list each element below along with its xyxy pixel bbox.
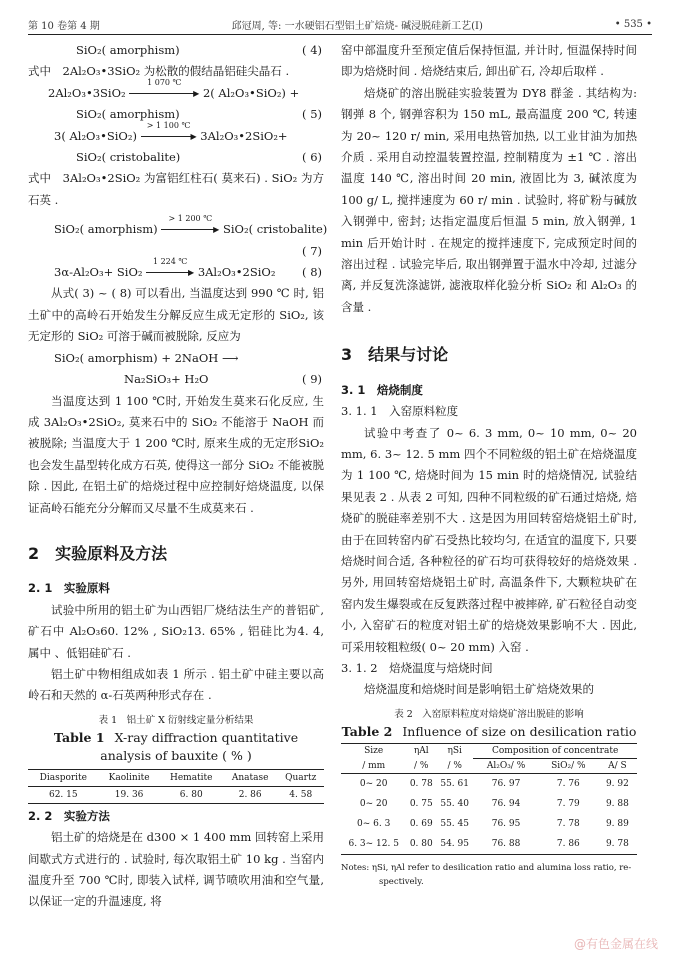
paragraph: 式中 2Al₂O₃•3SiO₂ 为松散的假结晶铝硅尖晶石 .: [28, 64, 290, 79]
paragraph: 焙烧温度和焙烧时间是影响铝土矿焙烧效果的: [364, 682, 594, 697]
column-unit: / %: [436, 758, 473, 773]
equation-text: SiO₂( cristobalite): [76, 150, 181, 165]
equation-number: ( 6): [302, 150, 322, 165]
reaction-arrow-icon: > 1 100 ℃ ▶: [141, 130, 197, 144]
section-heading: 2 实验原料及方法: [28, 543, 168, 563]
paragraph: 试验中所用的铝土矿为山西铝厂烧结法生产的普铝矿, 矿石中 Al₂O₃60. 12% , SiO₂13. 65% , 铝硅比为4. 4, 属中 、低铝硅矿石 .: [28, 602, 324, 660]
table-2-grid: [341, 743, 637, 855]
equation-rhs: 3Al₂O₃•2SiO₂: [197, 265, 276, 280]
table-caption-cn: 表 1 铝土矿 X 衍射线定量分析结果: [98, 714, 254, 726]
column-unit: / %: [406, 758, 436, 773]
table-cell: 55. 45: [440, 818, 469, 829]
table-cell: 7. 76: [556, 778, 580, 789]
table-cell: 19. 36: [114, 789, 144, 800]
journal-volume: 第 10 卷第 4 期: [28, 20, 100, 32]
reaction-arrow-icon: 1 070 ℃ ▶: [129, 87, 199, 101]
table-cell: 76. 88: [491, 838, 521, 849]
table-cell: 7. 79: [556, 798, 580, 809]
paragraph: 从式( 3) ~ ( 8) 可以看出, 当温度达到 990 ℃ 时, 铝土矿中的高岭石开始发生分解反应生成无定形的 SiO₂, 该无定形的 SiO₂ 可溶于碱而被脱除, 反应为: [28, 286, 324, 344]
table-label: Table 2: [341, 723, 393, 739]
table-title: Influence of size on desilication ratio: [402, 723, 637, 739]
subsubsection-heading: 3. 1. 2 焙烧温度与焙烧时间: [341, 660, 493, 675]
equation-lhs: SiO₂( amorphism): [54, 222, 158, 237]
table-cell: 9. 88: [605, 798, 629, 809]
table-cell: 4. 58: [289, 789, 313, 800]
equation-number: ( 5): [302, 107, 322, 122]
table-cell: 6. 80: [179, 789, 203, 800]
table-cell: 2. 86: [238, 789, 262, 800]
equation-lhs: 3α-Al₂O₃+ SiO₂: [54, 265, 143, 280]
paragraph: 试验中考查了 0~ 6. 3 mm, 0~ 10 mm, 0~ 20 mm, 6. 3~ 12. 5 mm 四个不同粒级的铝土矿在焙烧温度为 1 100 ℃, 焙烧时间为 15 min 时的焙烧情况, 试验结果见表 2 . 从表 2 可知, 四种不同粒级的矿石通过焙烧, 焙烧矿的脱硅率差别不大 . 这是因为用回转窑焙烧铝土矿时, 由于在回转窑内矿石受热比较均匀, 在适宜的温度下, 只要焙烧时间合适, 各种粒径的矿石均可获得较好的焙烧效果 . 另外, 用回转窑焙烧铝土矿时, 高温条件下, 大颗粒块矿在窑内发生爆裂或在反复跌落过程中被摔碎, 矿石粒径自动变小, 入窑矿石的粒度对铝土矿的焙烧效果影响不大 . 因此, 可采用较粗粒级( 0~ 20 mm) 入窑 .: [341, 425, 637, 654]
column-header: Hematite: [160, 769, 223, 786]
column-header: ηAl: [413, 746, 429, 757]
table-row: [341, 814, 637, 834]
table-label: Table 1: [53, 729, 105, 745]
table-title: X-ray diffraction quantitative analysis of bauxite ( % ): [100, 729, 299, 763]
equation-rhs: 3Al₂O₃•2SiO₂+: [200, 128, 288, 143]
equation-rhs: SiO₂( cristobalite): [222, 222, 328, 237]
table-caption-en: [341, 723, 637, 741]
reaction-condition: 1 224 ℃: [152, 257, 188, 267]
page-number: • 535 •: [614, 18, 652, 30]
table-header-row: [341, 758, 637, 773]
column-header: Al₂O₃/ %: [473, 758, 539, 773]
table-cell: 7. 86: [556, 838, 580, 849]
reaction-arrow-icon: > 1 200 ℃ ▶: [161, 223, 219, 237]
paragraph: 式中 3Al₂O₃•2SiO₂ 为富铝红柱石( 莫来石) . SiO₂ 为方石英 .: [28, 171, 324, 207]
running-title: 邱冠周, 等: 一水硬铝石型铝土矿焙烧- 碱浸脱硅新工艺(Ⅰ): [231, 20, 483, 32]
paragraph: 铝土矿中物相组成如表 1 所示 . 铝土矿中硅主要以高岭石和天然的 α-石英两种形式存在 .: [28, 666, 324, 703]
equation-text: SiO₂( amorphism): [76, 43, 180, 57]
column-header: Quartz: [277, 769, 324, 786]
table-cell: 0. 69: [409, 818, 433, 829]
table-cell: 0~ 20: [359, 778, 388, 789]
table-cell: 7. 78: [556, 818, 580, 829]
column-header: Kaolinite: [99, 769, 160, 786]
table-row: [28, 786, 324, 803]
section-heading: 3 结果与讨论: [341, 345, 449, 365]
equation-lhs: SiO₂( amorphism) + 2NaOH ⟶: [54, 350, 239, 365]
table-cell: 0~ 20: [359, 798, 388, 809]
table-cell: 76. 95: [491, 818, 521, 829]
table-1: [28, 713, 324, 804]
table-header-row: [341, 743, 637, 758]
equation-text: SiO₂( amorphism): [76, 107, 180, 122]
table-cell: 55. 40: [440, 798, 469, 809]
table-cell: 9. 92: [605, 778, 629, 789]
subsection-heading: 3. 1 焙烧制度: [341, 382, 423, 397]
table-cell: 54. 95: [440, 838, 469, 849]
table-body: [341, 773, 637, 854]
column-header: A/ S: [598, 758, 637, 773]
equation-4: [28, 40, 324, 61]
column-header: ηSi: [447, 746, 462, 757]
table-notes: [341, 861, 637, 889]
table-cell: 76. 94: [491, 798, 521, 809]
subsubsection-heading: 3. 1. 1 入窑原料粒度: [341, 404, 459, 419]
reaction-arrow-icon: 1 224 ℃ ▶: [146, 266, 194, 280]
reaction-condition: 1 070 ℃: [147, 77, 182, 87]
table-caption-cn: 表 2 入窑原料粒度对焙烧矿溶出脱硅的影响: [394, 708, 584, 720]
right-column: [341, 40, 637, 889]
table-cell: 76. 97: [491, 778, 521, 789]
table-1-grid: [28, 769, 324, 804]
equation-number: ( 4): [302, 43, 322, 57]
table-cell: 0. 78: [409, 778, 433, 789]
equation-number: ( 9): [302, 372, 322, 387]
table-row: [341, 794, 637, 814]
table-cell: 55. 61: [440, 778, 469, 789]
watermark: @有色金属在线: [573, 937, 658, 951]
table-cell: 62. 15: [48, 789, 78, 800]
equation-number: ( 7): [302, 243, 322, 258]
table-caption-en: [28, 729, 324, 765]
table-cell: 0. 75: [409, 798, 433, 809]
table-cell: 0~ 6. 3: [357, 818, 391, 829]
column-group-header: Composition of concentrate: [473, 743, 637, 758]
paragraph: 当温度达到 1 100 ℃时, 开始发生莫来石化反应, 生成 3Al₂O₃•2SiO₂, 莫来石中的 SiO₂ 不能溶于 NaOH 而被脱除; 当温度大于 1 200 ℃时, 原来生成的无定形SiO₂也会发生晶型转化成方石英, 使得这一部分 SiO₂ 不能被脱除 . 因此, 在铝土矿的焙烧过程中应控制好焙烧温度, 以保证高岭石能充分分解而又尽量不生成莫来石 .: [28, 393, 324, 515]
equation-5: [28, 77, 324, 104]
equation-rhs: Na₂SiO₃+ H₂O: [124, 372, 209, 387]
equation-8: [28, 257, 324, 283]
table-header-row: [28, 769, 324, 786]
equation-7: [28, 214, 328, 240]
paragraph: 铝土矿的焙烧是在 d300 × 1 400 mm 回转窑上采用间歇式方式进行的 . 试验时, 每次取铝土矿 10 kg . 当窑内温度升至 700 ℃时, 即装入试样, 调节喷吹用油和空气量, 以保证一定的升温速度, 将: [28, 830, 324, 909]
column-unit: / mm: [341, 758, 406, 773]
equation-6-line2: [28, 147, 324, 168]
subsection-heading: 2. 1 实验原料: [28, 581, 110, 596]
notes-text: Notes: ηSi, ηAl refer to desilication ratio and alumina loss ratio, re-: [341, 862, 632, 873]
column-header: SiO₂/ %: [539, 758, 598, 773]
paragraph: 焙烧矿的溶出脱硅实验装置为 DY8 群釜 . 其结构为: 钢弹 8 个, 钢弹容积为 150 mL, 最高温度 200 ℃, 转速为 20~ 120 r/ min, 采用电热管加热, 以工业甘油为加热介质 . 采用自动控温装置控温, 控制精度为 ±1 ℃ . 溶出温度 140 ℃, 溶出时间 20 min, 液固比为 3, 碱浓度为 100 g/ L, 搅拌速度为 60 r/ min . 试验时, 将矿粉与碱放入钢弹中, 密封; 达指定温度后恒温 5 min, 放入钢弹, 1 min 后开始计时 . 在规定的搅拌速度下, 完成预定时间的溶出过程 . 试验完毕后, 取出钢弹置于温水中冷却, 过滤分离, 并反复洗涤滤饼, 滤液取样化验分析 SiO₂ 和 Al₂O₃ 的含量 .: [341, 85, 637, 314]
paragraph: 窑中部温度升至预定值后保持恒温, 并计时, 恒温保持时间即为焙烧时间 . 焙烧结束后, 卸出矿石, 冷却后取样 .: [341, 43, 637, 79]
column-header: Diasporite: [28, 769, 99, 786]
column-header: Size: [364, 746, 384, 757]
table-2: [341, 707, 637, 889]
table-row: [341, 834, 637, 855]
reaction-condition: > 1 200 ℃: [168, 214, 213, 224]
reaction-condition: > 1 100 ℃: [146, 120, 191, 130]
left-column: [28, 40, 328, 913]
equation-rhs: 2( Al₂O₃•SiO₂) +: [202, 85, 300, 100]
notes-text: spectively.: [379, 876, 424, 887]
table-row: [341, 773, 637, 794]
equation-6: [28, 120, 324, 147]
equation-number: ( 8): [302, 265, 322, 280]
equation-9-line2: [28, 369, 324, 390]
subsection-heading: 2. 2 实验方法: [28, 808, 110, 823]
equation-9: [28, 348, 324, 369]
table-cell: 0. 80: [409, 838, 433, 849]
equation-lhs: 3( Al₂O₃•SiO₂): [54, 128, 137, 143]
table-cell: 9. 78: [605, 838, 629, 849]
equation-lhs: 2Al₂O₃•3SiO₂: [48, 85, 126, 100]
running-header: [28, 14, 652, 35]
table-cell: 6. 3~ 12. 5: [348, 838, 399, 849]
table-cell: 9. 89: [605, 818, 629, 829]
column-header: Anatase: [223, 769, 278, 786]
